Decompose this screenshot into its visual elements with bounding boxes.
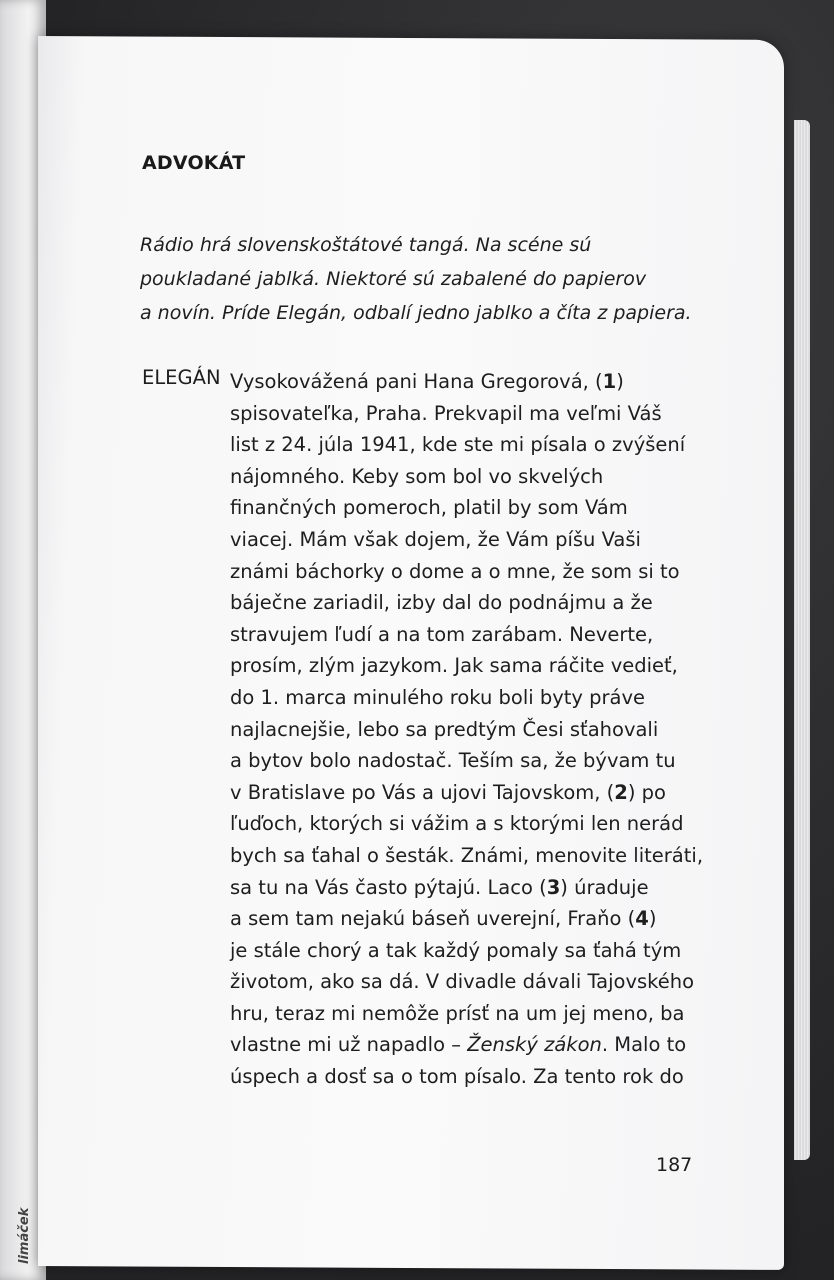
speech-line bbox=[230, 714, 700, 746]
speech-line-text: životom, ako sa dá. V divadle dávali Tajovského bbox=[230, 970, 695, 994]
speech-line-text: najlacnejšie, lebo sa predtým Česi sťahovali bbox=[230, 717, 659, 741]
work-title: Ženský zákon bbox=[467, 1033, 602, 1057]
speech-line-text: úspech a dosť sa o tom písalo. Za tento rok do bbox=[230, 1065, 684, 1089]
speech-line-text: báječne zariadil, izby dal do podnájmu a že bbox=[230, 591, 653, 615]
speech-line bbox=[230, 587, 700, 619]
previous-page-edge-label: limáček bbox=[17, 1207, 32, 1264]
speech-line-text: a sem tam nejakú báseň uverejní, Fraňo ( bbox=[230, 907, 636, 931]
speech-text bbox=[230, 366, 704, 1093]
speech-line-text: spisovateľka, Praha. Prekvapil ma veľmi Váš bbox=[230, 401, 662, 425]
speech-line-text: prosím, zlým jazykom. Jak sama ráčite vedieť, bbox=[230, 654, 678, 678]
page-stack-edge bbox=[794, 120, 810, 1160]
speech-line-text: finančných pomeroch, platil by som Vám bbox=[230, 496, 628, 520]
speech-line-text: list z 24. júla 1941, kde ste mi písala o zvýšení bbox=[230, 433, 686, 457]
speech-line-text: a bytov bolo nadostač. Teším sa, že bývam tu bbox=[230, 749, 676, 773]
speech-line-text: Vysokovážená pani Hana Gregorová, ( bbox=[230, 370, 603, 393]
speech-line bbox=[230, 808, 700, 840]
speech-line-text: sa tu na Vás často pýtajú. Laco ( bbox=[230, 875, 547, 899]
speech-line bbox=[230, 903, 700, 935]
speech-line bbox=[230, 935, 700, 967]
speech-line-text: stravujem ľudí a na tom zarábam. Neverte, bbox=[230, 622, 654, 646]
speech-line bbox=[230, 872, 700, 904]
stage-direction-line: a novín. Príde Elegán, odbalí jedno jablko a číta z papiera. bbox=[140, 302, 692, 324]
speech-line-text: vlastne mi už napadlo – bbox=[230, 1033, 468, 1057]
stage-direction-line: Rádio hrá slovenskoštátové tangá. Na scéne sú bbox=[140, 234, 592, 256]
footnote-reference: 2 bbox=[614, 780, 628, 804]
speech-line-tail: . Malo to bbox=[601, 1033, 687, 1057]
speech-line bbox=[230, 840, 704, 872]
speech-line-text: hru, teraz mi nemôže prísť na um jej meno, ba bbox=[230, 1001, 685, 1025]
speech-line bbox=[230, 461, 700, 493]
speech-line bbox=[230, 492, 700, 524]
section-heading: ADVOKÁT bbox=[142, 152, 246, 174]
speech-line-text: je stále chorý a tak každý pomaly sa ťahá tým bbox=[230, 938, 682, 962]
speech-line-text: známi báchorky o dome a o mne, že som si to bbox=[230, 559, 680, 583]
speech-line bbox=[230, 777, 700, 809]
speech-line bbox=[230, 366, 700, 398]
speech-line-text: nájomného. Keby som bol vo skvelých bbox=[230, 464, 604, 488]
speech-line-text: v Bratislave po Vás a ujovi Tajovskom, ( bbox=[230, 780, 615, 804]
stage-direction bbox=[140, 228, 700, 330]
speech-line-tail: ) po bbox=[627, 780, 666, 804]
speech-line bbox=[230, 429, 700, 461]
speech-line bbox=[230, 650, 700, 682]
page-number: 187 bbox=[656, 1154, 693, 1176]
footnote-reference: 3 bbox=[546, 875, 561, 899]
speech-line bbox=[230, 966, 700, 998]
speech-line-tail: ) bbox=[648, 907, 657, 931]
speech-line-text: bych sa ťahal o šesták. Známi, menovite literáti, bbox=[230, 843, 704, 867]
speech-line bbox=[230, 556, 700, 588]
footnote-reference: 4 bbox=[635, 907, 649, 931]
speaker-name: ELEGÁN bbox=[142, 366, 221, 389]
speech-line bbox=[230, 745, 700, 777]
speech-line bbox=[230, 619, 700, 651]
speech-line bbox=[230, 398, 700, 430]
speech-line bbox=[230, 524, 700, 556]
stage-direction-line: poukladané jablká. Niektoré sú zabalené do papierov bbox=[140, 268, 647, 290]
speech-line bbox=[230, 998, 700, 1030]
speech-line-text: ľuďoch, ktorých si vážim a s ktorými len nerád bbox=[230, 812, 684, 836]
speech-line bbox=[230, 1061, 700, 1093]
speech-line-tail: ) bbox=[616, 370, 624, 393]
footnote-reference: 1 bbox=[602, 370, 617, 393]
speech-line-text: viacej. Mám však dojem, že Vám píšu Vaši bbox=[230, 527, 641, 551]
speech-line bbox=[230, 1029, 700, 1061]
speech-line bbox=[230, 682, 700, 714]
speech-line-text: do 1. marca minulého roku boli byty práve bbox=[230, 685, 646, 709]
speech-line-tail: ) úraduje bbox=[560, 875, 649, 899]
